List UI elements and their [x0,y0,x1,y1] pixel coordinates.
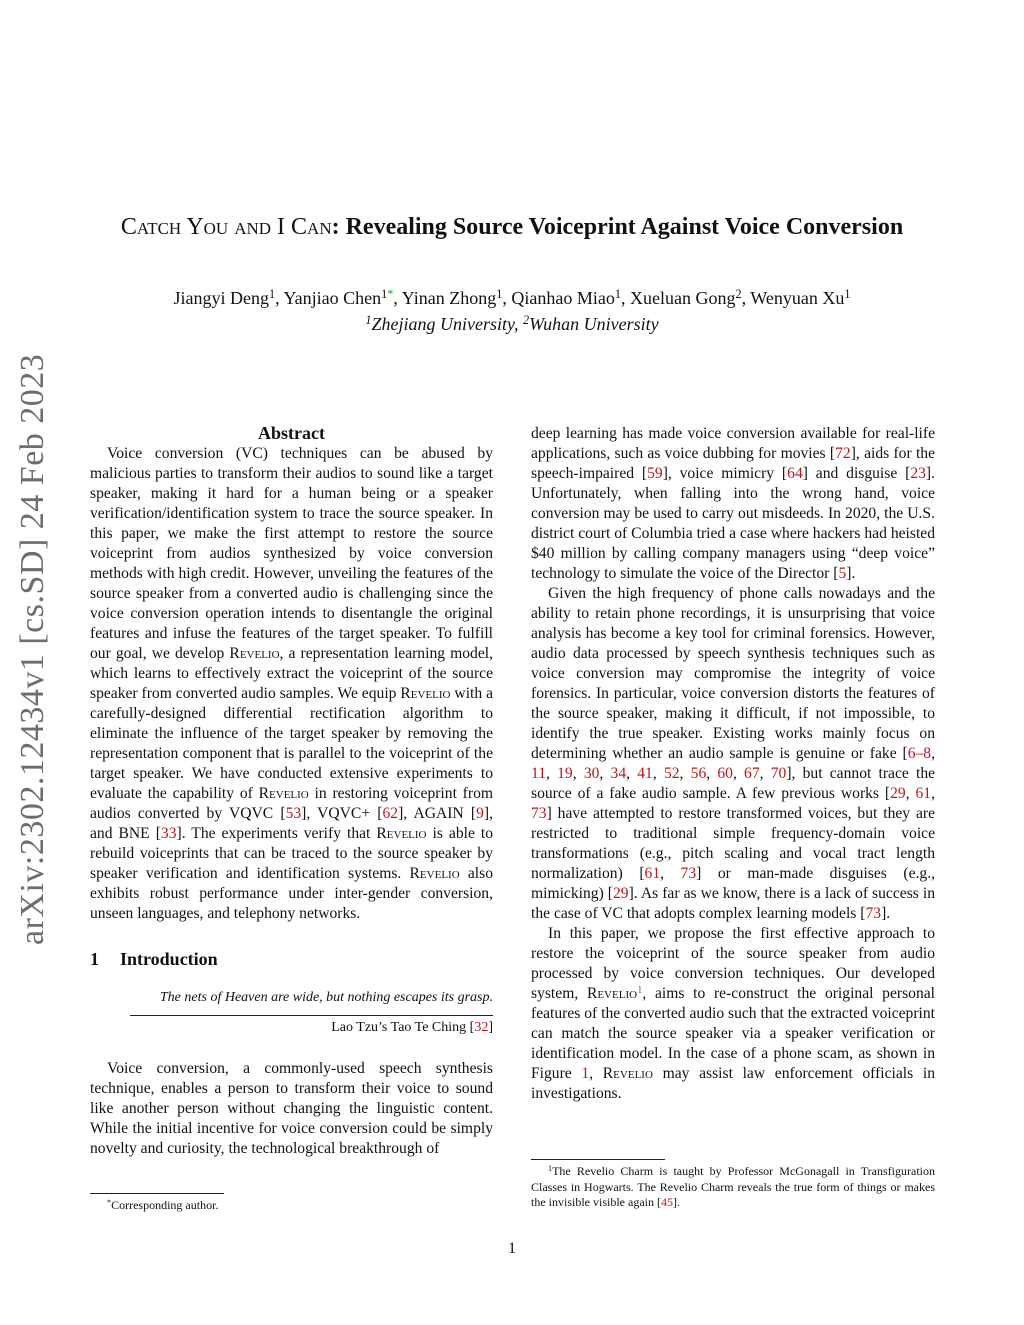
citation-link[interactable]: 67 [744,765,760,782]
intro-paragraph: Voice conversion, a commonly-used speech synthesis technique, enables a person to transform their voice to sound like another person without changing the linguistic content. While the initial incentive for voice conversion could be simply novelty and curiosity, the technological breakthrough of [90,1060,493,1157]
author-affiliation-mark: 2 [735,286,742,301]
author-affiliation-mark: 1 [844,286,851,301]
affiliation-number: 2 [523,312,530,327]
citation-link[interactable]: 61 [644,865,661,882]
citation-link[interactable]: 62 [382,805,399,822]
footnote-corresponding: *Corresponding author. [90,1187,493,1214]
affiliation-number: 1 [365,312,372,327]
author: Yinan Zhong [401,288,497,308]
intro-paragraph-continued: deep learning has made voice conversion available for real-life applications, such as voice dubbing for movies [72], aids for the speech-impaired [59], voice mimicry [64] and disguise [23]. Unfortunately, when falling into the wrong hand, voice conversion may be used to carry out misdeeds. In 2020, the U.S. district court of Columbia tried a case where hackers had heisted $40 million by calling company managers using “deep voice” technology to simulate the voice of the Director [5]. [531,425,935,582]
citation-link[interactable]: 70 [770,765,787,782]
citation-link[interactable]: 23 [910,465,926,482]
citation-link[interactable]: 59 [647,465,663,482]
citation-link[interactable]: 60 [717,765,733,782]
author-affiliation-mark: 1 [269,286,276,301]
footnote-mark[interactable]: 1 [637,984,643,996]
footnote-rule [531,1159,665,1160]
abstract-heading: Abstract [258,423,325,443]
affiliation: Wuhan University [529,314,659,334]
citation-link[interactable]: 30 [583,765,600,782]
affiliation-list [0,314,1024,335]
citation-link[interactable]: 52 [663,765,680,782]
title-prefix: Catch You and I Can [120,214,332,240]
section-heading-introduction: 1 Introduction [90,949,218,969]
intro-paragraph: Given the high frequency of phone calls nowadays and the ability to retain phone recordings, it is unsurprising that voice analysis has become a key tool for criminal forensics. However, audio data processed by speech synthesis techniques such as voice conversion may compromise the integrity of voice forensics. In particular, voice conversion distorts the features of the source speaker, making it difficult, if not impossible, to identify the true speaker. Existing works mainly focus on determining whether an audio sample is genuine or fake [6–8, 11, 19, 30, 34, 41, 52, 56, 60, 67, 70], but cannot trace the source of a fake audio sample. A few previous works [29, 61, 73] have attempted to restore transformed voices, but they are restricted to traditional simple frequency-domain voice transformations (e.g., pitch scaling and vocal tract length normalization) [61, 73] or man-made disguises (e.g., mimicking) [29]. As far as we know, there is a lack of success in the case of VC that adopts complex learning models [73]. [531,585,936,922]
abstract-text: Voice conversion (VC) techniques can be abused by malicious parties to transform their audios to sound like a target speaker, making it hard for a human being or a speaker verification/identification system to trace the source speaker. In this paper, we make the first attempt to restore the source voiceprint from audios synthesized by voice conversion methods with high credit. However, unveiling the features of the source speaker from a converted audio is challenging since the voice conversion operation intends to disentangle the original features and infuse the features of the target speaker. To fulfill our goal, we develop Revelio, a representation learning model, which learns to effectively extract the voiceprint of the source speaker from converted audio samples. We equip Revelio with a carefully-designed differential rectification algorithm to eliminate the influence of the target speaker by removing the representation component that is parallel to the voiceprint of the target speaker. We have conducted extensive experiments to evaluate the capability of Revelio in restoring voiceprint from audios converted by VQVC [53], VQVC+ [62], AGAIN [9], and BNE [33]. The experiments verify that Revelio is able to rebuild voiceprints that can be traced to the source speaker by speaker verification and identification systems. Revelio also exhibits robust performance under inter-gender conversion, unseen languages, and telephony networks. [90,445,493,922]
author: Yanjiao Chen [283,288,382,308]
arxiv-identifier: arXiv:2302.12434v1 [cs.SD] 24 Feb 2023 [14,353,51,945]
citation-link[interactable]: 11 [531,765,547,782]
right-column [531,424,935,1104]
author: Qianhao Miao [511,288,615,308]
left-column [90,422,493,1159]
paper-title [0,214,1024,241]
citation-link[interactable]: 29 [890,785,906,802]
epigraph-source: Lao Tzu’s Tao Te Ching [32] [331,1020,493,1035]
citation-link[interactable]: 19 [557,765,573,782]
citation-link[interactable]: 45 [660,1195,673,1209]
citation-link[interactable]: 61 [915,785,932,802]
citation-link[interactable]: 9 [476,805,484,822]
affiliation: Zhejiang University, [371,314,519,334]
figure-link[interactable]: 1 [581,1065,590,1082]
author-affiliation-mark: 1* [381,286,394,301]
footnote-rule [90,1193,224,1194]
citation-link[interactable]: 73 [531,805,547,822]
epigraph [130,989,493,1037]
citation-link[interactable]: 29 [613,885,629,902]
author-affiliation-mark: 1 [614,286,621,301]
corresponding-mark[interactable]: * [387,286,394,301]
citation-link[interactable]: 73 [680,865,697,882]
citation-link[interactable]: 41 [637,765,653,782]
author-affiliation-mark: 1 [496,286,503,301]
author: Wenyuan Xu [750,288,845,308]
citation-link[interactable]: 6–8 [907,745,932,762]
citation-link[interactable]: 73 [865,905,882,922]
citation-link[interactable]: 5 [838,565,847,582]
intro-paragraph: In this paper, we propose the first effective approach to restore the voiceprint of the source speaker from audio processed by voice conversion techniques. Our developed system, Revelio$^1$, aims to re-construct the original personal features of the converted audio such that the extracted voiceprint can match the source speaker via a speaker verification or identification model. In the case of a phone scam, as shown in Figure 1, Revelio may assist law enforcement officials in investigations. [531,925,935,1102]
citation-link[interactable]: 32 [474,1020,489,1035]
citation-link[interactable]: 72 [835,445,851,462]
citation-link[interactable]: 56 [690,765,707,782]
epigraph-quote: The nets of Heaven are wide, but nothing escapes its grasp. [130,989,493,1016]
author-list: Jiangyi Deng$^1$, Yanjiao Chen$^{1*}$, Yinan Zhong$^1$, Qianhao Miao$^1$, Xueluan Gong$^2$, Wenyuan Xu$^1$ [173,286,851,308]
citation-link[interactable]: 53 [285,805,302,822]
page-number: 1 [508,1240,516,1257]
citation-link[interactable]: 34 [610,765,627,782]
title-main: : Revealing Source Voiceprint Against Voice Conversion [331,214,904,240]
author: Jiangyi Deng [173,288,270,308]
citation-link[interactable]: 64 [787,465,803,482]
citation-link[interactable]: 33 [160,825,177,842]
author: Xueluan Gong [630,288,736,308]
footnote-revelio: $^1$The Revelio Charm is taught by Professor McGonagall in Transfiguration Classes in Hogwarts. The Revelio Charm reveals the true form of things or makes the invisible visible again [45]. [531,1153,935,1211]
